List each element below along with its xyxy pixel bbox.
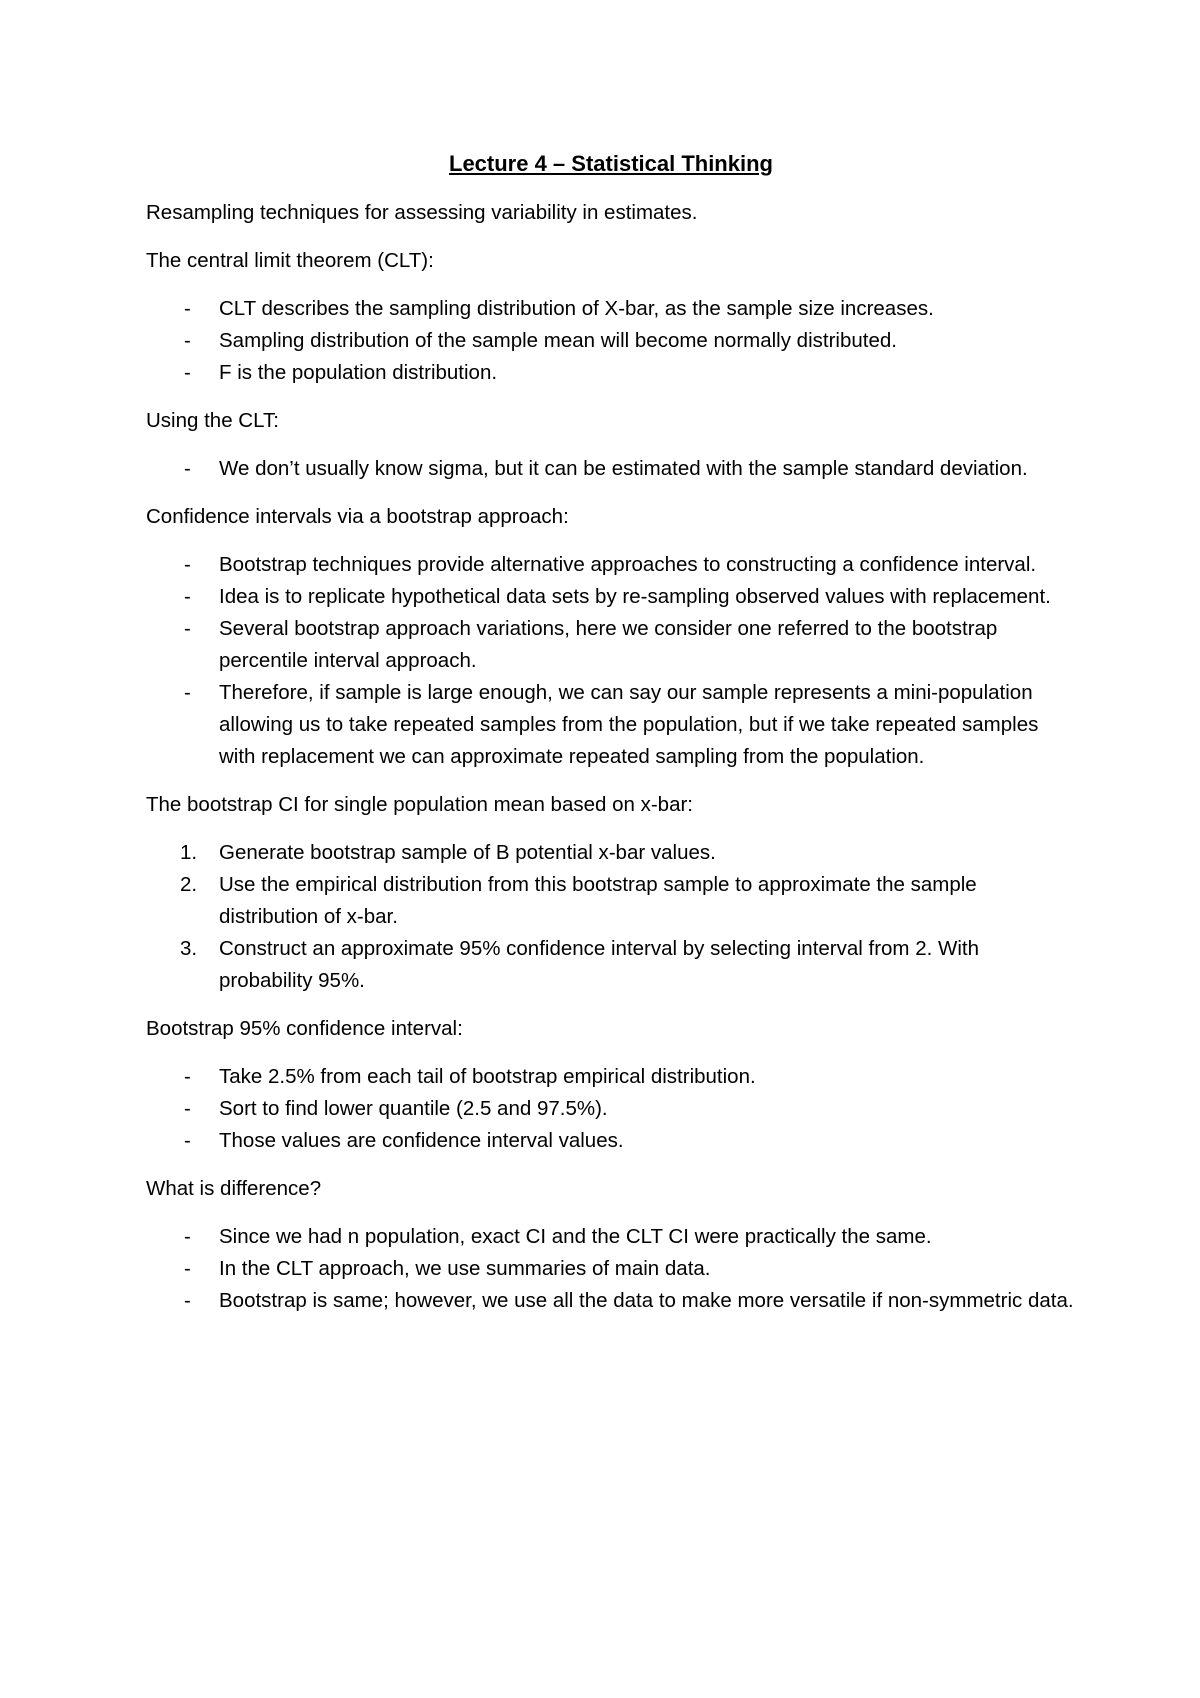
list-item-text: Take 2.5% from each tail of bootstrap empirical distribution.: [219, 1065, 756, 1088]
difference-list: [146, 1221, 1076, 1317]
list-item-text: Bootstrap is same; however, we use all the data to make more versatile if non-symmetric data.: [219, 1289, 1074, 1312]
dash-bullet: -: [184, 1065, 191, 1088]
list-item-text: In the CLT approach, we use summaries of main data.: [219, 1257, 711, 1280]
list-item: [146, 1093, 1076, 1125]
numbered-step: [146, 837, 1076, 869]
clt-list: [146, 293, 1076, 389]
dash-bullet: -: [184, 617, 191, 640]
clt-heading: The central limit theorem (CLT):: [146, 249, 434, 272]
list-item: [146, 325, 1076, 357]
step-text: Generate bootstrap sample of B potential x-bar values.: [219, 841, 716, 864]
list-item-text: F is the population distribution.: [219, 361, 498, 384]
step-number: 3.: [180, 937, 198, 960]
bootstrap-mean-heading: The bootstrap CI for single population mean based on x-bar:: [146, 793, 693, 816]
bootstrap-95-heading: Bootstrap 95% confidence interval:: [146, 1017, 463, 1040]
list-item: [146, 357, 1076, 389]
dash-bullet: -: [184, 553, 191, 576]
dash-bullet: -: [184, 1129, 191, 1152]
step-number: 1.: [180, 841, 198, 864]
list-item: [146, 677, 1076, 773]
list-item: [146, 1061, 1076, 1093]
list-item: [146, 453, 1076, 485]
dash-bullet: -: [184, 1097, 191, 1120]
dash-bullet: -: [184, 681, 191, 704]
dash-bullet: -: [184, 1289, 191, 1312]
step-text: Construct an approximate 95% confidence interval by selecting interval from 2. With probability 95%.: [219, 937, 980, 992]
document-content: [146, 148, 1076, 1333]
dash-bullet: -: [184, 457, 191, 480]
list-item-text: Those values are confidence interval values.: [219, 1129, 624, 1152]
dash-bullet: -: [184, 1225, 191, 1248]
bootstrap-ci-heading: Confidence intervals via a bootstrap approach:: [146, 505, 569, 528]
using-clt-list: [146, 453, 1076, 485]
list-item-text: Several bootstrap approach variations, here we consider one referred to the bootstrap percentile interval approach.: [219, 617, 998, 672]
dash-bullet: -: [184, 361, 191, 384]
list-item-text: Sampling distribution of the sample mean will become normally distributed.: [219, 329, 897, 352]
list-item-text: Sort to find lower quantile (2.5 and 97.5%).: [219, 1097, 608, 1120]
numbered-step: [146, 933, 1076, 997]
bootstrap-ci-list: [146, 549, 1076, 773]
numbered-step: [146, 869, 1076, 933]
bootstrap-mean-steps: [146, 837, 1076, 997]
dash-bullet: -: [184, 297, 191, 320]
page-title: Lecture 4 – Statistical Thinking: [449, 151, 773, 176]
intro-paragraph: Resampling techniques for assessing variability in estimates.: [146, 201, 698, 224]
list-item-text: Since we had n population, exact CI and the CLT CI were practically the same.: [219, 1225, 932, 1248]
list-item-text: CLT describes the sampling distribution of X-bar, as the sample size increases.: [219, 297, 934, 320]
list-item: [146, 1253, 1076, 1285]
dash-bullet: -: [184, 1257, 191, 1280]
list-item-text: We don’t usually know sigma, but it can be estimated with the sample standard deviation.: [219, 457, 1028, 480]
dash-bullet: -: [184, 329, 191, 352]
difference-heading: What is difference?: [146, 1177, 322, 1200]
list-item: [146, 1125, 1076, 1157]
list-item: [146, 1285, 1076, 1317]
list-item: [146, 613, 1076, 677]
list-item-text: Idea is to replicate hypothetical data sets by re-sampling observed values with replacement.: [219, 585, 1051, 608]
list-item: [146, 581, 1076, 613]
step-number: 2.: [180, 873, 198, 896]
step-text: Use the empirical distribution from this bootstrap sample to approximate the sample distribution of x-bar.: [219, 873, 977, 928]
list-item-text: Therefore, if sample is large enough, we can say our sample represents a mini-population allowing us to take repeated samples from the population, but if we take repeated samples with replacement we can approximate repeated sampling from the population.: [219, 681, 1039, 768]
list-item: [146, 293, 1076, 325]
list-item: [146, 549, 1076, 581]
dash-bullet: -: [184, 585, 191, 608]
list-item-text: Bootstrap techniques provide alternative approaches to constructing a confidence interval.: [219, 553, 1037, 576]
using-clt-heading: Using the CLT:: [146, 409, 279, 432]
bootstrap-95-list: [146, 1061, 1076, 1157]
list-item: [146, 1221, 1076, 1253]
